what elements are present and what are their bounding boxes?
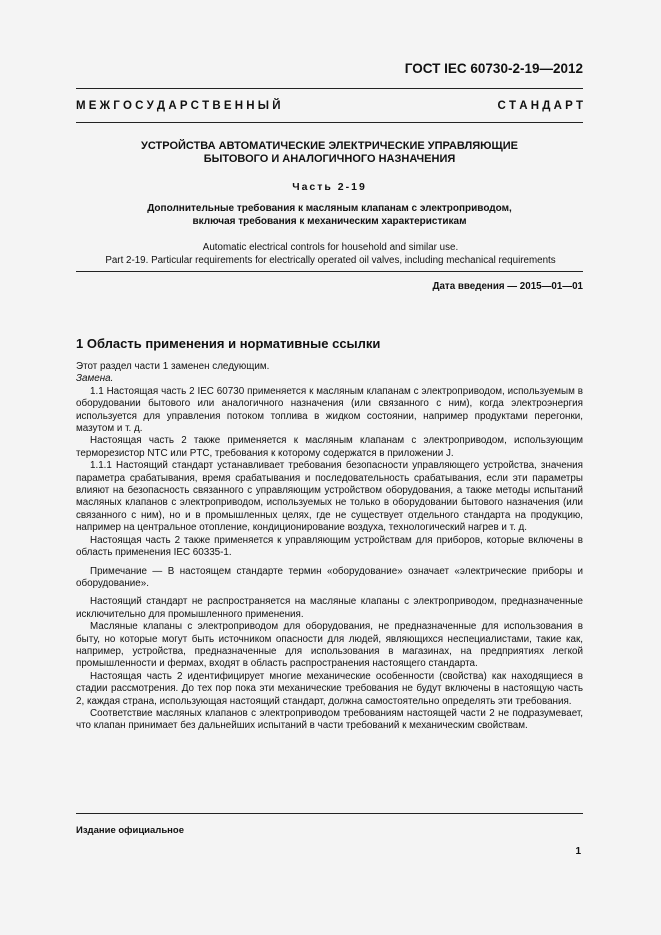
english-title bbox=[60, 242, 601, 267]
interstate-right: С Т А Н Д А Р Т bbox=[497, 100, 583, 112]
title-line-1: УСТРОЙСТВА АВТОМАТИЧЕСКИЕ ЭЛЕКТРИЧЕСКИЕ УПРАВЛЯЮЩИЕ bbox=[141, 140, 518, 152]
footer-divider bbox=[76, 813, 583, 814]
part-number: Часть 2-19 bbox=[292, 181, 367, 193]
subtitle-line-2: включая требования к механическим характеристикам bbox=[192, 215, 467, 227]
section-title: 1 Область применения и нормативные ссылки bbox=[76, 336, 381, 351]
english-title-line-2: Part 2-19. Particular requirements for electrically operated oil valves, including mechanical requirements bbox=[105, 254, 556, 266]
paragraph: Этот раздел части 1 заменен следующим. bbox=[76, 361, 270, 372]
paragraph: Настоящий стандарт не распространяется на масляные клапаны с электроприводом, предназначенные исключительно для промышленного применения. bbox=[76, 596, 583, 620]
standard-code: ГОСТ IEC 60730-2-19—2012 bbox=[404, 61, 583, 76]
english-title-line-1: Automatic electrical controls for household and similar use. bbox=[202, 242, 459, 253]
note: Примечание — В настоящем стандарте термин «оборудование» означает «электрические приборы и оборудование». bbox=[76, 565, 583, 589]
paragraph: Замена. bbox=[76, 373, 114, 385]
paragraph: Масляные клапаны с электроприводом для оборудования, не предназначенные для использования в быту, но которые могут быть источником опасности для людей, являющихся неспециалистами, такие как, например, устройства, предназначенные для использования в магазинах, на предприятиях легкой промышленности и фермах, входят в область распространения настоящего стандарта. bbox=[76, 621, 583, 670]
paragraph: Настоящая часть 2 идентифицирует многие механические особенности (свойства) как находящиеся в стадии рассмотрения. До тех пор пока эти механические требования не будут включены в настоящую часть 2, каждая страна, использующая настоящий стандарт, должна самостоятельно определять эти требования. bbox=[76, 670, 583, 707]
paragraph: Настоящая часть 2 также применяется к управляющим устройствам для приборов, которые включены в область применения IEC 60335-1. bbox=[76, 534, 583, 559]
paragraph: 1.1 Настоящая часть 2 IEC 60730 применяется к масляным клапанам с электроприводом, используемым в оборудовании бытового или аналогичного назначения (или связанного с ним), когда электроэнергия используется для управления потоком топлива в жидком состоянии, например продуктами перегонки, мазутом и т. д. bbox=[76, 385, 583, 435]
body-text bbox=[76, 361, 583, 733]
interstate-left: М Е Ж Г О С У Д А Р С Т В Е Н Н Ы Й bbox=[76, 100, 281, 112]
page-number: 1 bbox=[575, 846, 581, 857]
title-line-2: БЫТОВОГО И АНАЛОГИЧНОГО НАЗНАЧЕНИЯ bbox=[203, 153, 456, 165]
interstate-standard-banner bbox=[76, 100, 583, 112]
document-title bbox=[76, 140, 583, 166]
top-divider bbox=[76, 88, 583, 89]
edition-label: Издание официальное bbox=[76, 825, 184, 836]
document-subtitle bbox=[76, 203, 583, 228]
title-divider bbox=[76, 271, 583, 272]
introduction-date: Дата введения — 2015—01—01 bbox=[432, 281, 583, 292]
banner-divider bbox=[76, 122, 583, 123]
paragraph: Соответствие масляных клапанов с электроприводом требованиям настоящей части 2 не подразумевает, что клапан принимает без дальнейших испытаний в части требований к механическим свойствам. bbox=[76, 707, 583, 732]
subtitle-line-1: Дополнительные требования к масляным клапанам с электроприводом, bbox=[147, 203, 512, 214]
paragraph: Настоящая часть 2 также применяется к масляным клапанам с электроприводом, использующим терморезистор NTC или PTC, требования к которому содержатся в приложении J. bbox=[76, 435, 583, 459]
paragraph: 1.1.1 Настоящий стандарт устанавливает требования безопасности управляющего устройства, значения параметра срабатывания, время срабатывания и последовательность срабатывания, если эти параметры влияют на безопасность связанного с управляющим устройством оборудования, а также методы испытаний масляных клапанов с электроприводом, используемых не только в оборудовании бытового назначения (или связанного с ним), но и в промышленных целях, где не существует отдельного стандарта на продукцию, например на центральное отопление, кондиционирование воздуха, технологический нагрев и т. д. bbox=[76, 460, 583, 534]
